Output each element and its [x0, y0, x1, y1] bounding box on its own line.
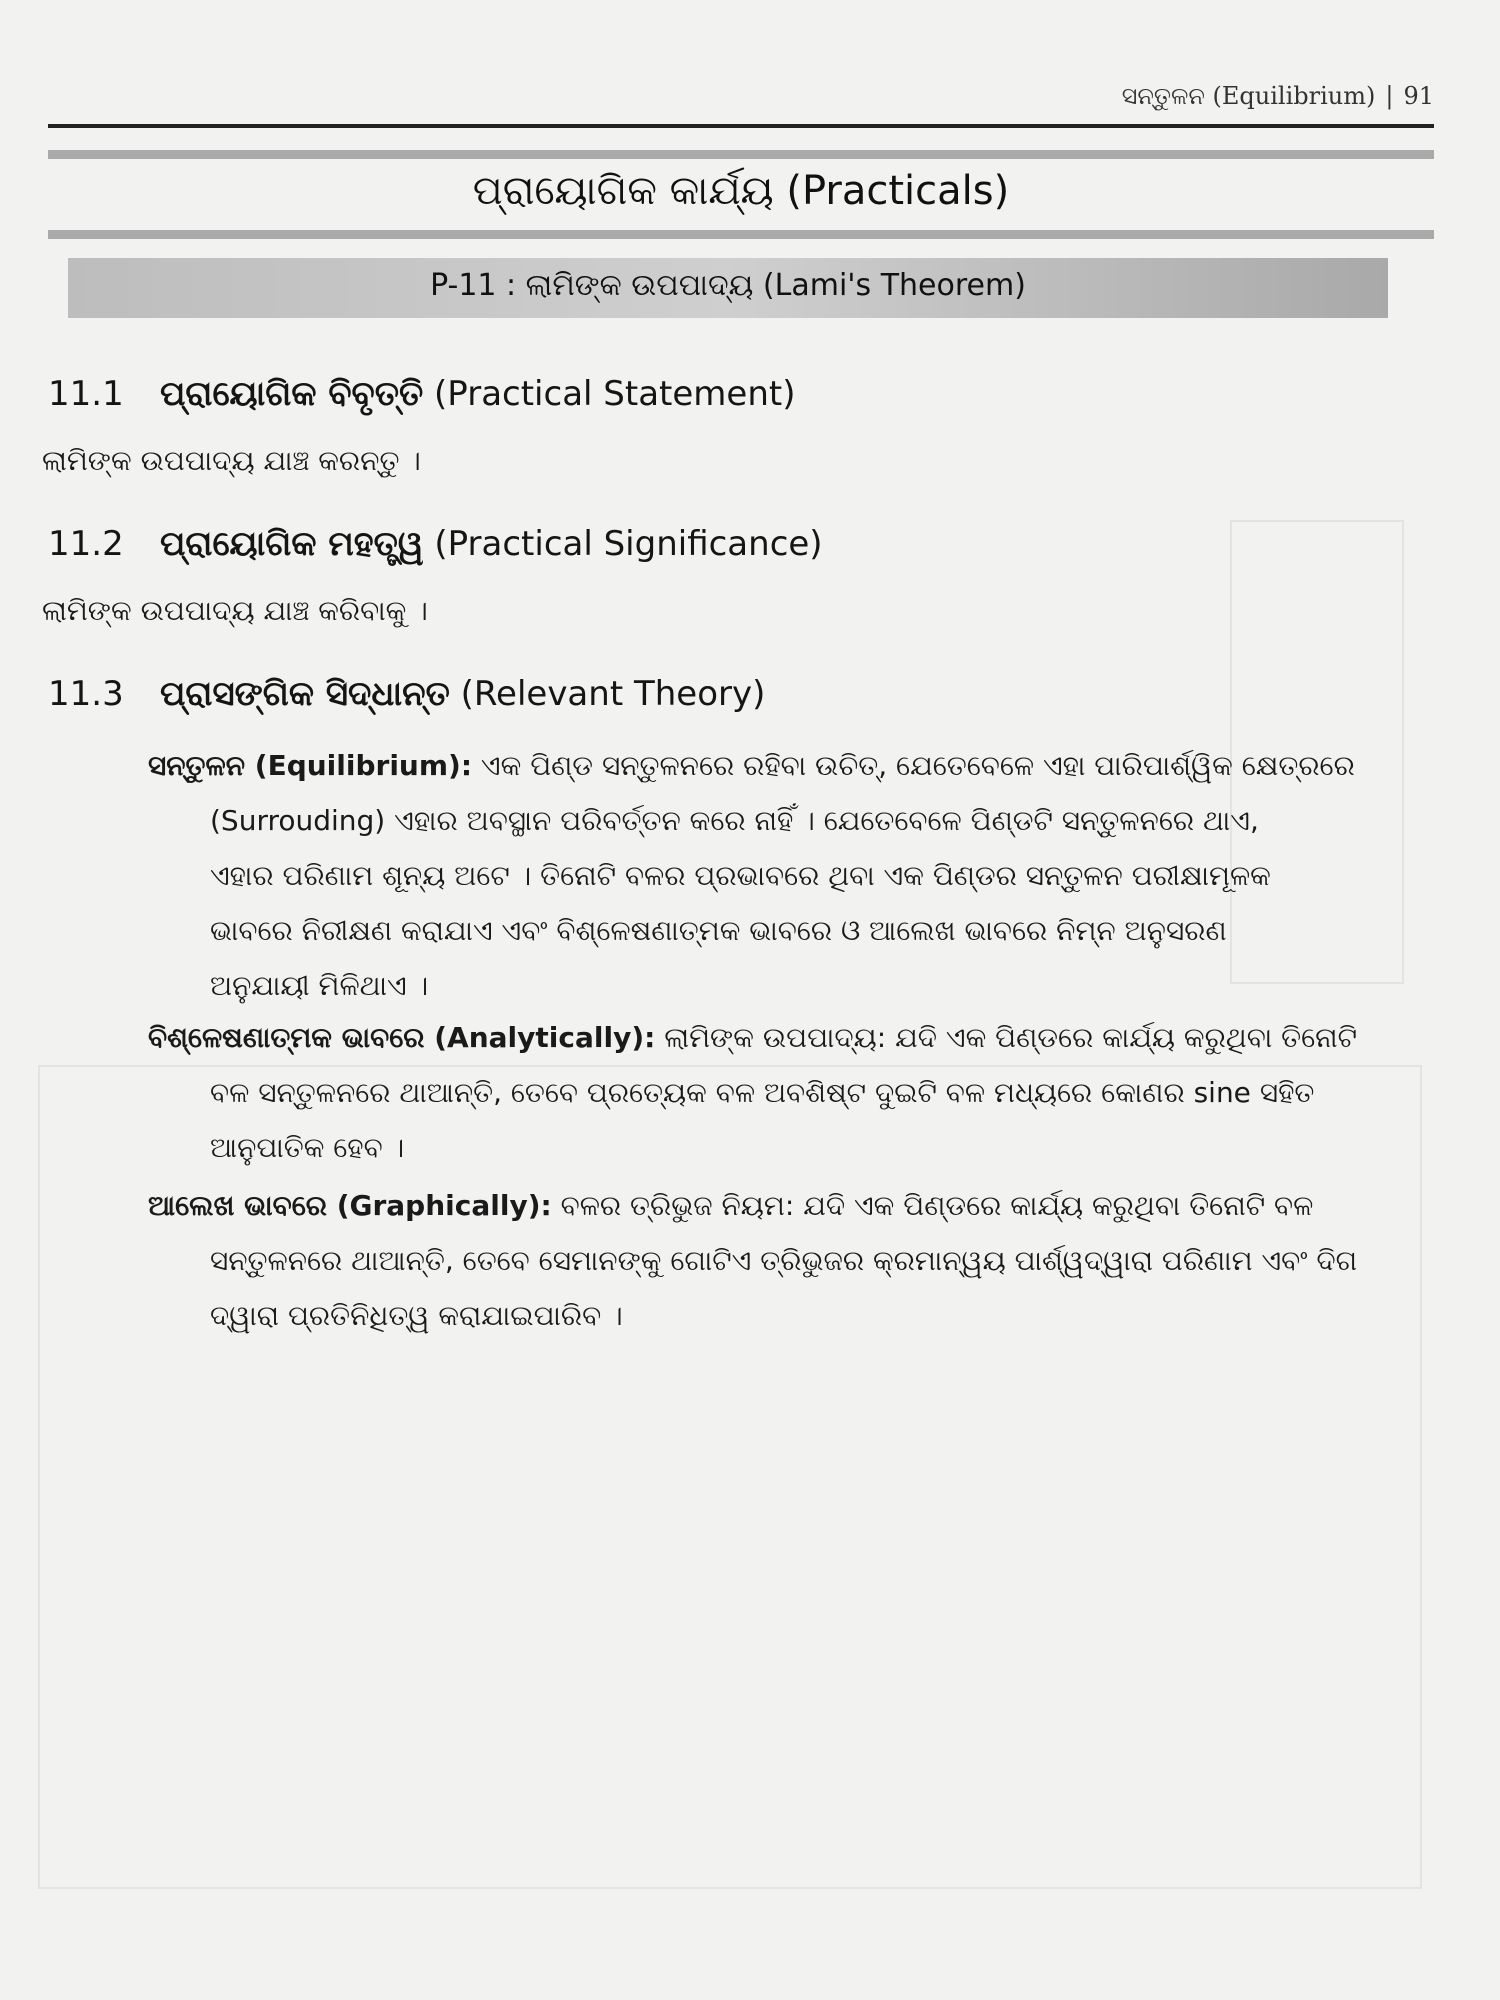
title-band-top — [48, 150, 1434, 159]
para-analytically — [148, 1010, 1432, 1175]
para-line: (Surrouding) ଏହାର ଅବସ୍ଥାନ ପରିବର୍ତ୍ତନ କରେ ନାହିଁ । ଯେତେବେଳେ ପିଣ୍ଡଟି ସନ୍ତୁଳନରେ ଥାଏ, — [210, 804, 1259, 837]
heading-number: 11.3 — [48, 674, 124, 714]
term-analytically: ବିଶ୍ଳେଷଣାତ୍ମକ ଭାବରେ (Analytically): — [148, 1021, 656, 1054]
running-head — [1122, 82, 1434, 110]
title-band-bottom — [48, 230, 1434, 239]
para-line: ଏକ ପିଣ୍ଡ ସନ୍ତୁଳନରେ ରହିବା ଉଚିତ୍, ଯେତେବେଳେ ଏହା ପାରିପାର୍ଶ୍ୱିକ କ୍ଷେତ୍ରରେ — [480, 749, 1355, 782]
page-number: 91 — [1403, 82, 1434, 110]
para-line: ଅନୁଯାୟୀ ମିଳିଥାଏ । — [210, 969, 429, 1002]
heading-number: 11.2 — [48, 524, 124, 564]
heading-title-english: (Relevant Theory) — [460, 674, 766, 714]
practical-title: P-11 : ଲାମିଙ୍କ ଉପପାଦ୍ୟ (Lami's Theorem) — [430, 268, 1026, 303]
para-equilibrium — [148, 738, 1432, 1013]
heading-title-odia: ପ୍ରାୟୋଗିକ ବିବୃତ୍ତି — [160, 374, 424, 414]
chapter-name: ସନ୍ତୁଳନ (Equilibrium) — [1121, 82, 1376, 110]
para-line: ଲାମିଙ୍କ ଉପପାଦ୍ୟ: ଯଦି ଏକ ପିଣ୍ଡରେ କାର୍ଯ୍ୟ କରୁଥିବା ତିନୋଟି — [664, 1021, 1358, 1054]
running-head-separator: | — [1385, 82, 1394, 110]
para-line: ସନ୍ତୁଳନରେ ଥାଆନ୍ତି, ତେବେ ସେମାନଙ୍କୁ ଗୋଟିଏ ତ୍ରିଭୁଜର କ୍ରମାନ୍ୱୟ ପାର୍ଶ୍ୱଦ୍ୱାରା ପରିଣାମ ଏବଂ ଦିଗ — [210, 1244, 1358, 1277]
heading-title-english: (Practical Statement) — [434, 374, 796, 414]
para-line: ଏହାର ପରିଣାମ ଶୂନ୍ୟ ଅଟେ । ତିନୋଟି ବଳର ପ୍ରଭାବରେ ଥିବା ଏକ ପିଣ୍ଡର ସନ୍ତୁଳନ ପରୀକ୍ଷାମୂଳକ — [210, 859, 1271, 892]
header-rule — [48, 124, 1434, 128]
para-line: ଦ୍ୱାରା ପ୍ରତିନିଧିତ୍ୱ କରାଯାଇପାରିବ । — [210, 1299, 623, 1332]
para-graphically — [148, 1178, 1432, 1343]
para-line: ଭାବରେ ନିରୀକ୍ଷଣ କରାଯାଏ ଏବଂ ବିଶ୍ଳେଷଣାତ୍ମକ ଭାବରେ ଓ ଆଲେଖ ଭାବରେ ନିମ୍ନ ଅନୁସରଣ — [210, 914, 1227, 947]
term-graphically: ଆଲେଖ ଭାବରେ (Graphically): — [148, 1189, 552, 1222]
heading-11-1 — [48, 374, 795, 414]
body-11-1: ଲାମିଙ୍କ ଉପପାଦ୍ୟ ଯାଞ୍ଚ କରନ୍ତୁ । — [42, 444, 421, 477]
section-title: ପ୍ରାୟୋଗିକ କାର୍ଯ୍ୟ (Practicals) — [472, 168, 1010, 214]
heading-title-odia: ପ୍ରାସଙ୍ଗିକ ସିଦ୍ଧାନ୍ତ — [160, 674, 450, 714]
heading-title-odia: ପ୍ରାୟୋଗିକ ମହତ୍ତ୍ୱ — [160, 524, 424, 564]
body-11-2: ଲାମିଙ୍କ ଉପପାଦ୍ୟ ଯାଞ୍ଚ କରିବାକୁ । — [42, 594, 428, 627]
para-line: ବଳ ସନ୍ତୁଳନରେ ଥାଆନ୍ତି, ତେବେ ପ୍ରତ୍ୟେକ ବଳ ଅବଶିଷ୍ଟ ଦୁଇଟି ବଳ ମଧ୍ୟରେ କୋଣର sine ସହିତ — [210, 1076, 1315, 1109]
heading-number: 11.1 — [48, 374, 124, 414]
para-line: ଆନୁପାତିକ ହେବ । — [210, 1131, 405, 1164]
para-line: ବଳର ତ୍ରିଭୁଜ ନିୟମ: ଯଦି ଏକ ପିଣ୍ଡରେ କାର୍ଯ୍ୟ କରୁଥିବା ତିନୋଟି ବଳ — [560, 1189, 1314, 1222]
term-equilibrium: ସନ୍ତୁଳନ (Equilibrium): — [148, 749, 473, 782]
heading-11-2 — [48, 524, 823, 564]
heading-title-english: (Practical Significance) — [434, 524, 823, 564]
heading-11-3 — [48, 674, 765, 714]
